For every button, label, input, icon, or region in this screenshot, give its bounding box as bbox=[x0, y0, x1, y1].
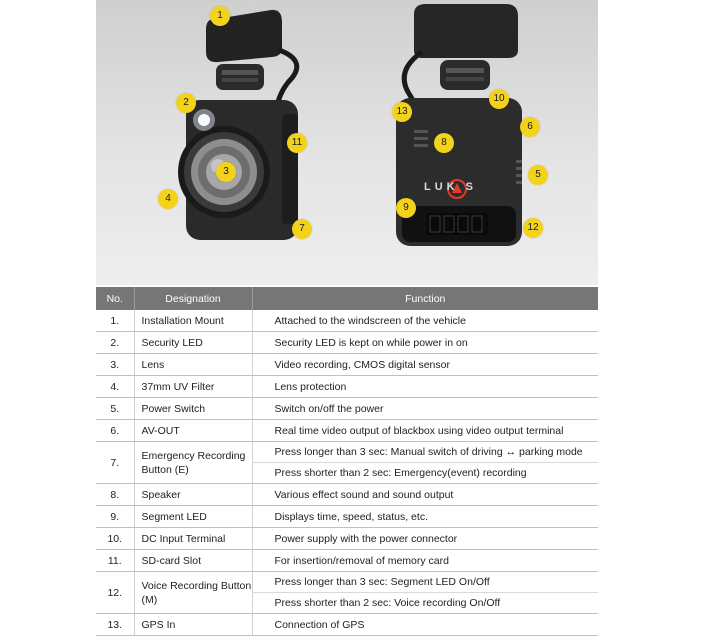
cell-function: Video recording, CMOS digital sensor bbox=[252, 354, 598, 376]
cell-designation: Speaker bbox=[134, 484, 252, 506]
specification-table bbox=[96, 287, 598, 636]
cell-function: Press longer than 3 sec: Manual switch of driving ↔ parking mode bbox=[252, 442, 598, 463]
cell-designation: GPS In bbox=[134, 614, 252, 636]
callout-12: 12 bbox=[523, 218, 543, 238]
cell-no: 13. bbox=[96, 614, 134, 636]
callout-3: 3 bbox=[216, 162, 236, 182]
table-row bbox=[96, 420, 598, 442]
cell-designation: Segment LED bbox=[134, 506, 252, 528]
cell-no: 1. bbox=[96, 310, 134, 332]
cell-function: Real time video output of blackbox using video output terminal bbox=[252, 420, 598, 442]
cell-no: 11. bbox=[96, 550, 134, 572]
cell-no: 6. bbox=[96, 420, 134, 442]
cell-function: Connection of GPS bbox=[252, 614, 598, 636]
cell-no: 9. bbox=[96, 506, 134, 528]
header-no: No. bbox=[96, 287, 134, 310]
cell-no: 3. bbox=[96, 354, 134, 376]
table-row bbox=[96, 376, 598, 398]
cell-function: Lens protection bbox=[252, 376, 598, 398]
cell-no: 8. bbox=[96, 484, 134, 506]
cell-function: For insertion/removal of memory card bbox=[252, 550, 598, 572]
cell-function: Switch on/off the power bbox=[252, 398, 598, 420]
cell-designation: DC Input Terminal bbox=[134, 528, 252, 550]
table-row bbox=[96, 506, 598, 528]
cell-function: Power supply with the power connector bbox=[252, 528, 598, 550]
cell-function: Attached to the windscreen of the vehicle bbox=[252, 310, 598, 332]
table-row bbox=[96, 484, 598, 506]
cell-no: 4. bbox=[96, 376, 134, 398]
callout-6: 6 bbox=[520, 117, 540, 137]
table-row bbox=[96, 572, 598, 593]
callout-4: 4 bbox=[158, 189, 178, 209]
cell-no: 2. bbox=[96, 332, 134, 354]
dashcam-illustration bbox=[96, 0, 598, 285]
table-row bbox=[96, 442, 598, 463]
callout-11: 11 bbox=[287, 133, 307, 153]
cell-no: 10. bbox=[96, 528, 134, 550]
table-row bbox=[96, 550, 598, 572]
table-row bbox=[96, 332, 598, 354]
cell-designation: AV-OUT bbox=[134, 420, 252, 442]
cell-designation: Lens bbox=[134, 354, 252, 376]
callout-8: 8 bbox=[434, 133, 454, 153]
cell-designation: Voice Recording Button (M) bbox=[134, 572, 252, 614]
table-row bbox=[96, 528, 598, 550]
table-row bbox=[96, 398, 598, 420]
front-camera-drawing bbox=[178, 10, 298, 240]
cell-function: Press shorter than 2 sec: Voice recording On/Off bbox=[252, 593, 598, 614]
cell-function: Displays time, speed, status, etc. bbox=[252, 506, 598, 528]
product-sheet bbox=[96, 0, 598, 642]
cell-no: 7. bbox=[96, 442, 134, 484]
cell-designation: Power Switch bbox=[134, 398, 252, 420]
cell-designation: Security LED bbox=[134, 332, 252, 354]
brand-logo: LUK S bbox=[424, 181, 477, 193]
callout-7: 7 bbox=[292, 219, 312, 239]
cell-designation: Emergency Recording Button (E) bbox=[134, 442, 252, 484]
cell-function: Press longer than 3 sec: Segment LED On/Off bbox=[252, 572, 598, 593]
callout-10: 10 bbox=[489, 89, 509, 109]
cell-designation: SD-card Slot bbox=[134, 550, 252, 572]
header-function: Function bbox=[252, 287, 598, 310]
table-row bbox=[96, 354, 598, 376]
cell-no: 5. bbox=[96, 398, 134, 420]
cell-designation: Installation Mount bbox=[134, 310, 252, 332]
callout-5: 5 bbox=[528, 165, 548, 185]
callout-1: 1 bbox=[210, 6, 230, 26]
cell-function: Security LED is kept on while power in on bbox=[252, 332, 598, 354]
cell-no: 12. bbox=[96, 572, 134, 614]
table-row bbox=[96, 614, 598, 636]
callout-2: 2 bbox=[176, 93, 196, 113]
callout-9: 9 bbox=[396, 198, 416, 218]
cell-designation: 37mm UV Filter bbox=[134, 376, 252, 398]
cell-function: Press shorter than 2 sec: Emergency(event) recording bbox=[252, 463, 598, 484]
callout-13: 13 bbox=[392, 102, 412, 122]
table-row bbox=[96, 310, 598, 332]
product-photo bbox=[96, 0, 598, 285]
header-designation: Designation bbox=[134, 287, 252, 310]
cell-function: Various effect sound and sound output bbox=[252, 484, 598, 506]
table-header-row bbox=[96, 287, 598, 310]
